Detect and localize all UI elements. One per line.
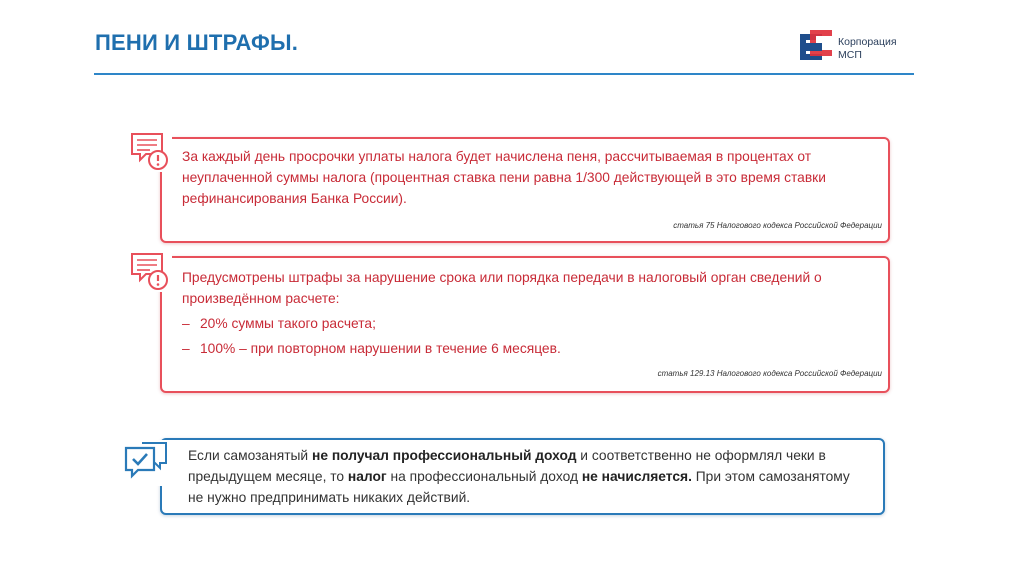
penalty-info-card [160, 137, 890, 243]
list-dash: – [182, 341, 190, 356]
list-item [182, 313, 872, 334]
text-run: на профессиональный доход [386, 469, 582, 484]
chat-check-icon [122, 440, 172, 486]
text-run: Если самозанятый [188, 448, 312, 463]
document-alert-icon [128, 250, 172, 292]
document-alert-icon [128, 130, 172, 172]
text-run: При этом самозанятому не нужно предпринимать никаких действий. [188, 469, 850, 505]
bold-run: не получал профессиональный доход [311, 448, 577, 463]
header-divider [94, 73, 914, 75]
bold-run: налог [347, 469, 387, 484]
list-dash: – [182, 316, 190, 331]
no-income-text [188, 445, 868, 508]
text-run: и соответственно не оформлял чеки в предыдущем месяце, то [188, 448, 826, 484]
penalty-text: За каждый день просрочки уплаты налога будет начислена пеня, рассчитываемая в процентах от неуплаченной суммы налога (процентная ставка пени равна 1/300 действующей в это время ставки рефинансирования Банка России). [182, 149, 826, 206]
page-title: ПЕНИ И ШТРАФЫ. [95, 30, 299, 55]
logo-line-2: МСП [838, 49, 862, 61]
fine-item-2: 100% – при повторном нарушении в течение 6 месяцев. [200, 341, 561, 356]
bold-run: не начисляется. [581, 469, 692, 484]
fine-item-1: 20% суммы такого расчета; [200, 316, 376, 331]
fines-text [182, 267, 872, 359]
fines-intro: Предусмотрены штрафы за нарушение срока или порядка передачи в налоговый орган сведений о произведённом расчете: [182, 270, 822, 306]
source-reference: статья 129.13 Налогового кодекса Российской Федерации [657, 369, 882, 378]
fines-info-card [160, 256, 890, 393]
logo-text [838, 36, 897, 62]
list-item [182, 338, 872, 359]
source-reference: статья 75 Налогового кодекса Российской Федерации [673, 221, 882, 230]
company-logo [800, 30, 920, 66]
logo-line-1: Корпорация [838, 36, 897, 48]
no-income-info-card [160, 438, 885, 515]
corporation-msp-logo-icon [800, 30, 832, 64]
